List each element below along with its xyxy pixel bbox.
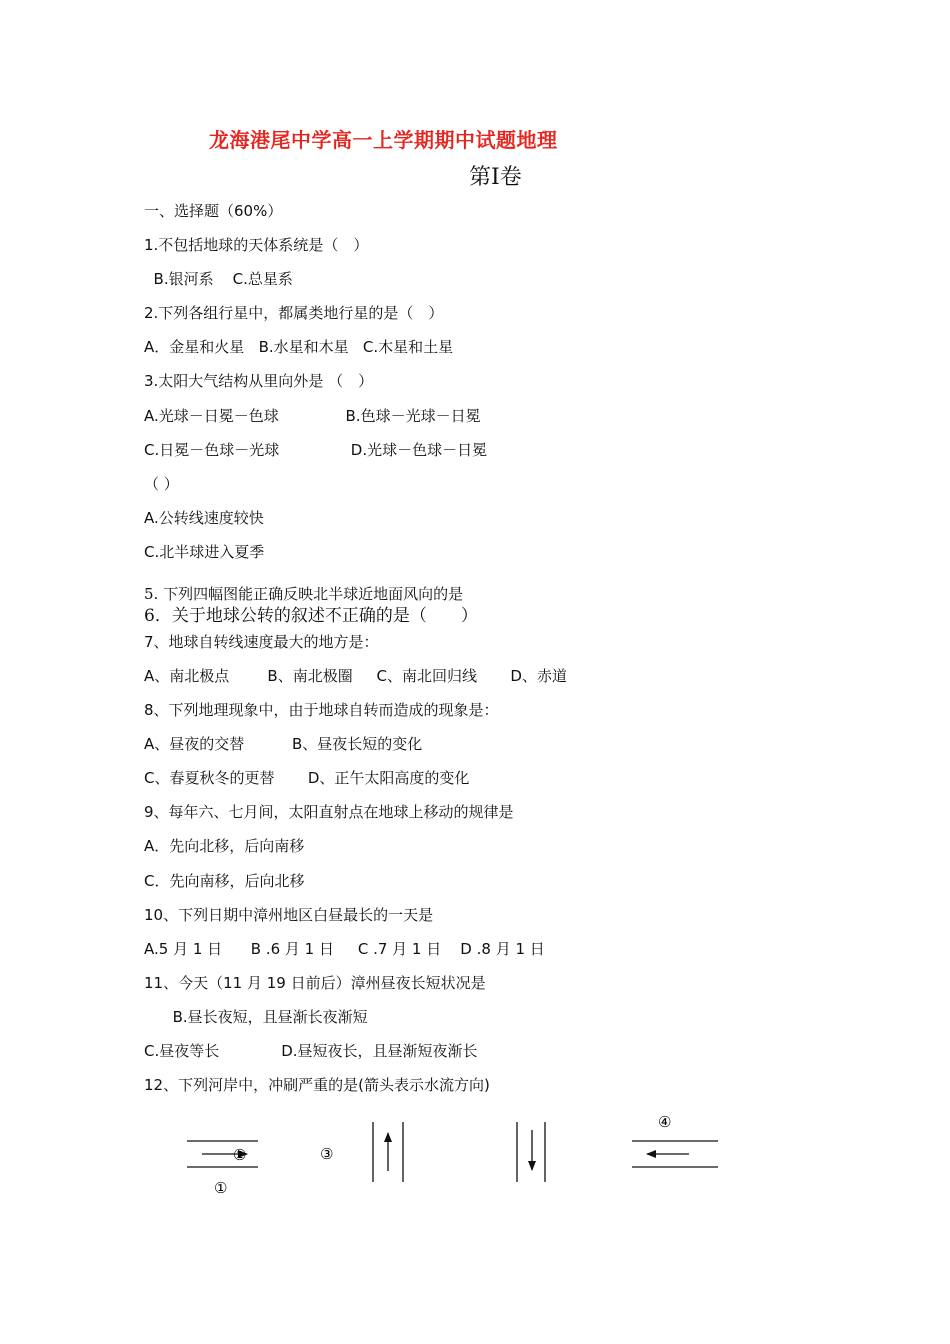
option-line: C.昼夜等长 D.昼短夜长，且昼渐短夜渐长 xyxy=(144,1042,478,1060)
river-bank-diagram xyxy=(0,1100,950,1210)
question-line: 3.太阳大气结构从里向外是 （ ） xyxy=(144,372,374,390)
label-four: ④ xyxy=(658,1113,672,1131)
channel-1 xyxy=(187,1141,258,1197)
question-line: 9、每年六、七月间，太阳直射点在地球上移动的规律是 xyxy=(144,803,514,821)
question-line: 5. 下列四幅图能正确反映北半球近地面风向的是 xyxy=(144,585,464,603)
question-line: 7、地球自转线速度最大的地方是： xyxy=(144,633,379,651)
option-line: A.5 月 1 日 B .6 月 1 日 C .7 月 1 日 D .8 月 1 日 xyxy=(144,940,545,958)
option-line: A．先向北移，后向南移 xyxy=(144,837,305,855)
channel-2 xyxy=(320,1122,403,1182)
option-line: C.日冕－色球－光球 D.光球－色球－日冕 xyxy=(144,441,488,459)
label-three: ③ xyxy=(320,1145,334,1163)
option-line: A、昼夜的交替 B、昼夜长短的变化 xyxy=(144,735,423,753)
channel-3 xyxy=(517,1122,545,1182)
option-line: A.公转线速度较快 xyxy=(144,509,264,527)
channel-4 xyxy=(632,1113,718,1167)
option-line: A.光球－日冕－色球 B.色球－光球－日冕 xyxy=(144,407,481,425)
section-heading: 第Ⅰ卷 xyxy=(469,165,522,190)
section-label: 一、选择题（60%） xyxy=(144,202,283,220)
option-line: C.北半球进入夏季 xyxy=(144,543,265,561)
question-line: 11、今天（11 月 19 日前后）漳州昼夜长短状况是 xyxy=(144,974,486,992)
option-line: C．先向南移，后向北移 xyxy=(144,872,305,890)
question-line: 6．关于地球公转的叙述不正确的是（ ） xyxy=(144,606,478,626)
label-two: ② xyxy=(233,1146,247,1164)
document-title: 龙海港尾中学高一上学期期中试题地理 xyxy=(209,128,558,152)
question-line: 1.不包括地球的天体系统是（ ） xyxy=(144,236,369,254)
option-line: B.银河系 C.总星系 xyxy=(144,270,293,288)
option-line: C、春夏秋冬的更替 D、正午太阳高度的变化 xyxy=(144,769,470,787)
option-line: A、南北极点 B、南北极圈 C、南北回归线 D、赤道 xyxy=(144,667,567,685)
question-line: 8、下列地理现象中，由于地球自转而造成的现象是： xyxy=(144,701,499,719)
option-line: A．金星和火星 B.水星和木星 C.木星和土星 xyxy=(144,338,454,356)
question-line: 2.下列各组行星中，都属类地行星的是（ ） xyxy=(144,304,444,322)
question-line: 10、下列日期中漳州地区白昼最长的一天是 xyxy=(144,906,434,924)
question-line: （ ） xyxy=(144,475,179,493)
label-one: ① xyxy=(214,1179,228,1197)
option-line: B.昼长夜短，且昼渐长夜渐短 xyxy=(144,1008,368,1026)
question-line: 12、下列河岸中，冲刷严重的是(箭头表示水流方向) xyxy=(144,1076,490,1094)
